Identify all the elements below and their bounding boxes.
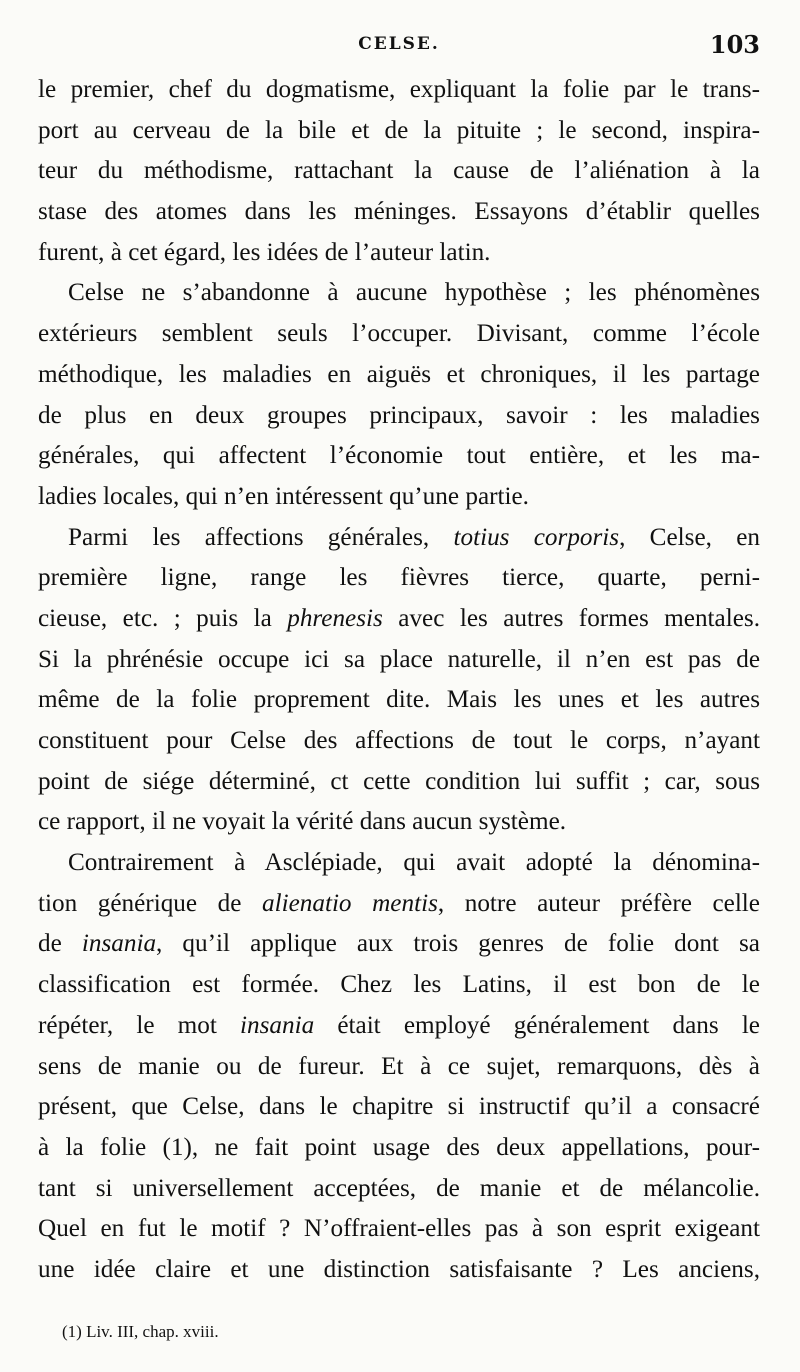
text-line: Quel en fut le motif ? N’offraient-elles pas à son esprit exigeant — [38, 1215, 760, 1243]
footnote: (1) Liv. III, chap. xviii. — [62, 1322, 219, 1341]
text-line: même de la folie proprement dite. Mais les unes et les autres — [38, 686, 760, 714]
text-line: de plus en deux groupes principaux, savoir : les maladies — [38, 401, 760, 429]
text-line: le premier, chef du dogmatisme, expliquant la folie par le trans- — [38, 76, 760, 103]
italic-term: phrenesis — [287, 604, 383, 632]
text-line: point de siége déterminé, ct cette condition lui suffit ; car, sous — [38, 767, 760, 795]
text-line: ce rapport, il ne voyait la vérité dans aucun système. — [38, 808, 567, 836]
text-line: Parmi les affections générales, totius corporis, Celse, en — [68, 523, 760, 551]
text-line: teur du méthodisme, rattachant la cause de l’aliénation à la — [38, 157, 760, 185]
text-line: tant si universellement acceptées, de manie et de mélancolie. — [38, 1174, 760, 1202]
text-line: constituent pour Celse des affections de tout le corps, n’ayant — [38, 727, 760, 754]
text-line: cieuse, etc. ; puis la phrenesis avec les autres formes mentales. — [38, 604, 760, 632]
page-number: 103 — [709, 30, 760, 59]
text-line: furent, à cet égard, les idées de l’auteur latin. — [38, 238, 491, 266]
text-line: à la folie (1), ne fait point usage des deux appellations, pour- — [38, 1133, 760, 1161]
text-line: extérieurs semblent seuls l’occuper. Divisant, comme l’école — [38, 320, 760, 348]
italic-term: totius corporis — [453, 523, 620, 551]
text-line: stase des atomes dans les méninges. Essayons d’établir quelles — [38, 198, 760, 226]
text-line: une idée claire et une distinction satisfaisante ? Les anciens, — [38, 1255, 760, 1283]
text-line: de insania, qu’il applique aux trois genres de folie dont sa — [38, 930, 760, 958]
text-line: port au cerveau de la bile et de la pituite ; le second, inspira- — [38, 116, 760, 144]
italic-term: insania — [81, 930, 157, 958]
text-line: Celse ne s’abandonne à aucune hypothèse ; les phénomènes — [68, 279, 760, 307]
text-line: présent, que Celse, dans le chapitre si instructif qu’il a consacré — [38, 1093, 760, 1121]
text-line: tion générique de alienatio mentis, notre auteur préfère celle — [38, 889, 760, 917]
italic-term: alienatio mentis — [261, 889, 438, 917]
page-header — [38, 30, 760, 62]
running-head: CELSE. — [358, 34, 440, 54]
text-line: première ligne, range les fièvres tierce, quarte, perni- — [38, 564, 760, 592]
text-line: Contrairement à Asclépiade, qui avait adopté la dénomina- — [68, 849, 760, 877]
text-line: répéter, le mot insania était employé généralement dans le — [38, 1011, 760, 1039]
text-line: méthodique, les maladies en aiguës et chroniques, il les partage — [38, 360, 760, 388]
body-text — [38, 70, 760, 1291]
text-line: ladies locales, qui n’en intéressent qu’une partie. — [38, 482, 529, 510]
text-line: Si la phrénésie occupe ici sa place naturelle, il n’en est pas de — [38, 645, 760, 673]
italic-term: insania — [240, 1011, 315, 1039]
text-line: classification est formée. Chez les Latins, il est bon de le — [38, 971, 760, 999]
text-line: sens de manie ou de fureur. Et à ce sujet, remarquons, dès à — [38, 1052, 760, 1080]
text-line: générales, qui affectent l’économie tout entière, et les ma- — [38, 442, 760, 470]
